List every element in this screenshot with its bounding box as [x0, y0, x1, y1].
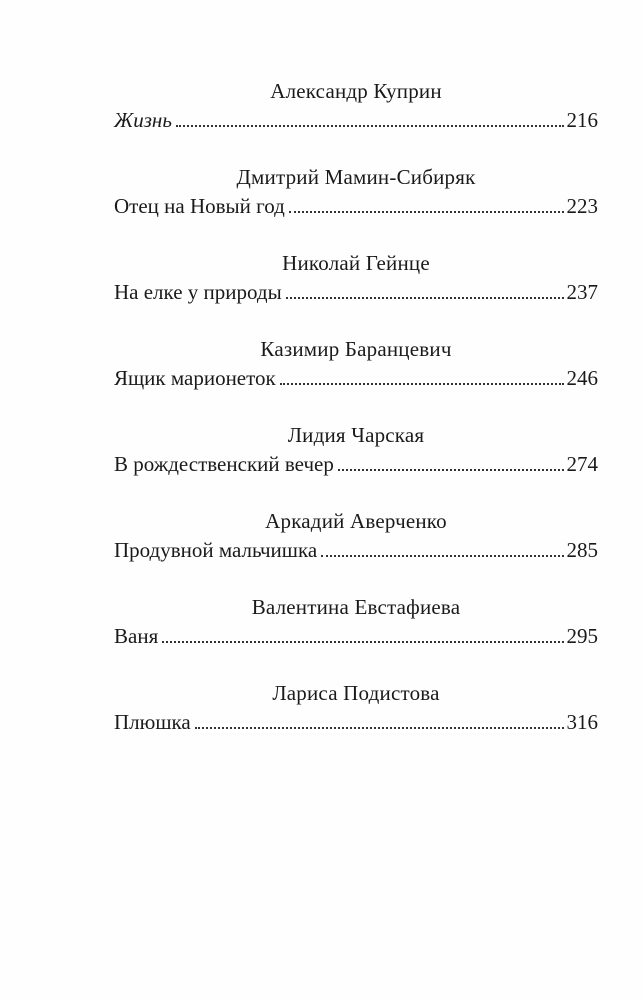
author-name: Казимир Баранцевич — [260, 337, 452, 361]
author-name: Лидия Чарская — [287, 423, 425, 447]
page-number: 274 — [566, 452, 598, 476]
dot-leader — [176, 125, 564, 127]
author-name: Дмитрий Мамин-Сибиряк — [236, 165, 476, 189]
author-name: Александр Куприн — [270, 79, 442, 103]
story-title: Ящик марионеток — [114, 366, 276, 390]
toc-line — [114, 537, 598, 563]
toc-entry — [114, 672, 598, 758]
toc-entry — [114, 414, 598, 500]
toc-line — [114, 365, 598, 391]
story-title: Продувной мальчишка — [114, 538, 318, 562]
toc-line — [114, 451, 598, 477]
author-name: Валентина Евстафиева — [251, 595, 461, 619]
story-title: Плюшка — [114, 710, 191, 734]
toc-entry — [114, 500, 598, 586]
toc-line — [114, 623, 598, 649]
dot-leader — [286, 297, 564, 299]
page-number: 216 — [566, 108, 598, 132]
toc-entry — [114, 70, 598, 156]
toc-entry — [114, 328, 598, 414]
toc-line — [114, 107, 598, 133]
story-title: Ваня — [114, 624, 159, 648]
toc-entry — [114, 586, 598, 672]
dot-leader — [280, 383, 564, 385]
dot-leader — [195, 727, 564, 729]
toc-entry — [114, 242, 598, 328]
page-number: 295 — [566, 624, 598, 648]
toc-entry — [114, 156, 598, 242]
author-name: Николай Гейнце — [282, 251, 430, 275]
page-number: 223 — [566, 194, 598, 218]
story-title: Жизнь — [114, 108, 172, 132]
page-number: 237 — [566, 280, 598, 304]
story-title: На елке у природы — [114, 280, 282, 304]
dot-leader — [338, 469, 564, 471]
page-number: 285 — [566, 538, 598, 562]
dot-leader — [162, 641, 563, 643]
page-number: 246 — [566, 366, 598, 390]
author-name: Лариса Подистова — [272, 681, 440, 705]
toc-line — [114, 709, 598, 735]
table-of-contents — [114, 70, 598, 758]
dot-leader — [321, 555, 563, 557]
toc-line — [114, 193, 598, 219]
story-title: В рождественский вечер — [114, 452, 334, 476]
story-title: Отец на Новый год — [114, 194, 285, 218]
dot-leader — [289, 211, 564, 213]
author-name: Аркадий Аверченко — [265, 509, 447, 533]
page-number: 316 — [566, 710, 598, 734]
toc-line — [114, 279, 598, 305]
